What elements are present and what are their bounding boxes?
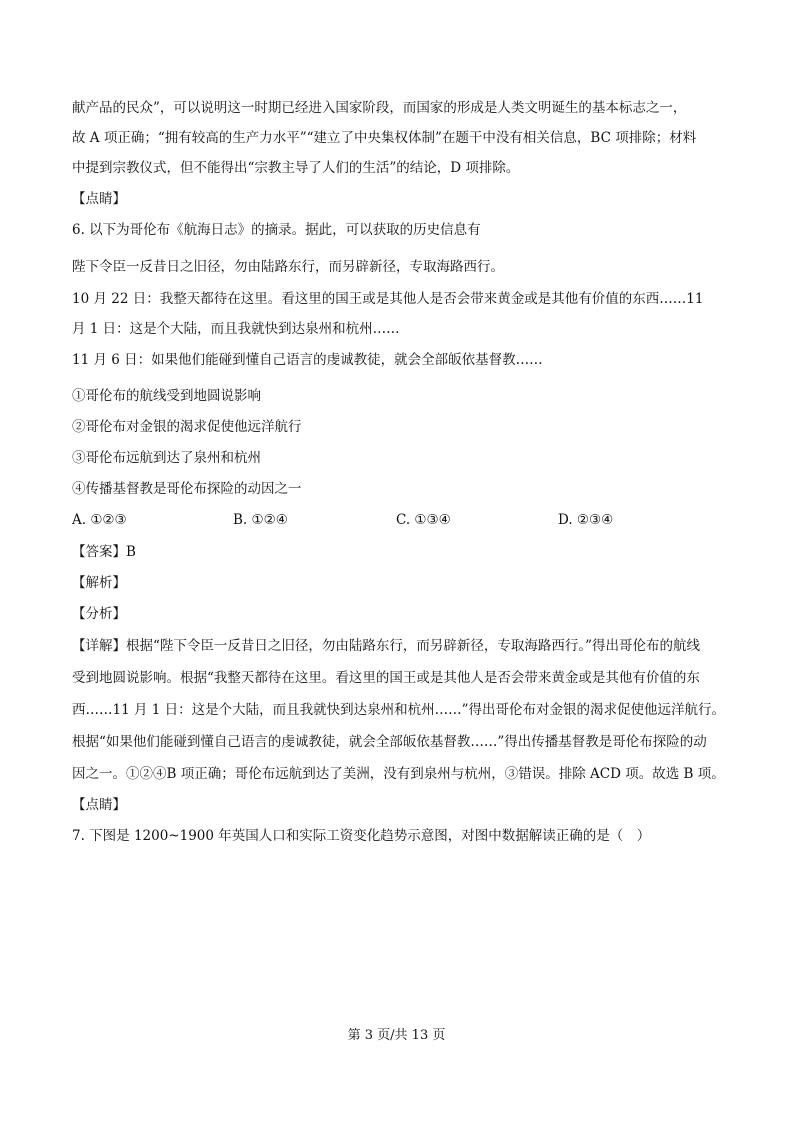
- section-heading: 【点睛】: [72, 797, 126, 813]
- page-footer: 第 3 页/共 13 页: [347, 1028, 446, 1043]
- question-stem: 6. 以下为哥伦布《航海日志》的摘录。据此，可以获取的历史信息有: [72, 222, 481, 238]
- quote-line: 10 月 22 日：我整天都待在这里。看这里的国王或是其他人是否会带来黄金或是其他有价值的东西……11: [72, 291, 704, 307]
- text-line: 中提到宗教仪式，但不能得出“宗教主导了人们的生活”的结论，D 项排除。: [72, 160, 520, 176]
- explanation-line: 西……11 月 1 日：这是个大陆，而且我就快到达泉州和杭州……”得出哥伦布对金银的渴求促使他远洋航行。: [72, 702, 726, 718]
- quote-line: 陛下令臣一反昔日之旧径，勿由陆路东行，而另辟新径，专取海路西行。: [72, 259, 504, 275]
- explanation-line: 【详解】根据“陛下令臣一反昔日之旧径，勿由陆路东行，而另辟新径，专取海路西行。”得出哥伦布的航线: [72, 638, 701, 654]
- statement-item: ④传播基督教是哥伦布探险的动因之一: [72, 481, 302, 497]
- quote-line: 月 1 日：这是个大陆，而且我就快到达泉州和杭州……: [72, 321, 400, 337]
- explanation-line: 受到地圆说影响。根据“我整天都待在这里。看这里的国王或是其他人是否会带来黄金或是其他有价值的东: [72, 670, 700, 686]
- statement-item: ①哥伦布的航线受到地圆说影响: [72, 388, 261, 404]
- option-a: A. ①②③: [72, 512, 127, 528]
- quote-line: 11 月 6 日：如果他们能碰到懂自己语言的虔诚教徒，就会全部皈依基督教……: [72, 352, 543, 368]
- text-line: 献产品的民众”，可以说明这一时期已经进入国家阶段，而国家的形成是人类文明诞生的基本标志之一，: [72, 100, 687, 116]
- section-heading: 【解析】: [72, 575, 126, 591]
- statement-item: ②哥伦布对金银的渴求促使他远洋航行: [72, 419, 302, 435]
- answer-options: [72, 510, 732, 530]
- explanation-line: 根据“如果他们能碰到懂自己语言的虔诚教徒，就会全部皈依基督教……”得出传播基督教是哥伦布探险的动: [72, 734, 707, 750]
- section-heading: 【点睛】: [72, 191, 126, 207]
- explanation-line: 因之一。①②④B 项正确；哥伦布远航到达了美洲，没有到泉州与杭州，③错误。排除 ACD 项。故选 B 项。: [72, 766, 725, 782]
- answer-label: 【答案】B: [72, 544, 136, 560]
- option-b: B. ①②④: [233, 512, 288, 528]
- section-heading: 【分析】: [72, 606, 126, 622]
- question-stem: 7. 下图是 1200~1900 年英国人口和实际工资变化趋势示意图，对图中数据解读正确的是（ ）: [72, 828, 651, 844]
- option-d: D. ②③④: [558, 512, 614, 528]
- text-line: 故 A 项正确；“拥有较高的生产力水平”“建立了中央集权体制”在题干中没有相关信息，BC 项排除；材料: [72, 130, 697, 146]
- statement-item: ③哥伦布远航到达了泉州和杭州: [72, 450, 261, 466]
- option-c: C. ①③④: [396, 512, 451, 528]
